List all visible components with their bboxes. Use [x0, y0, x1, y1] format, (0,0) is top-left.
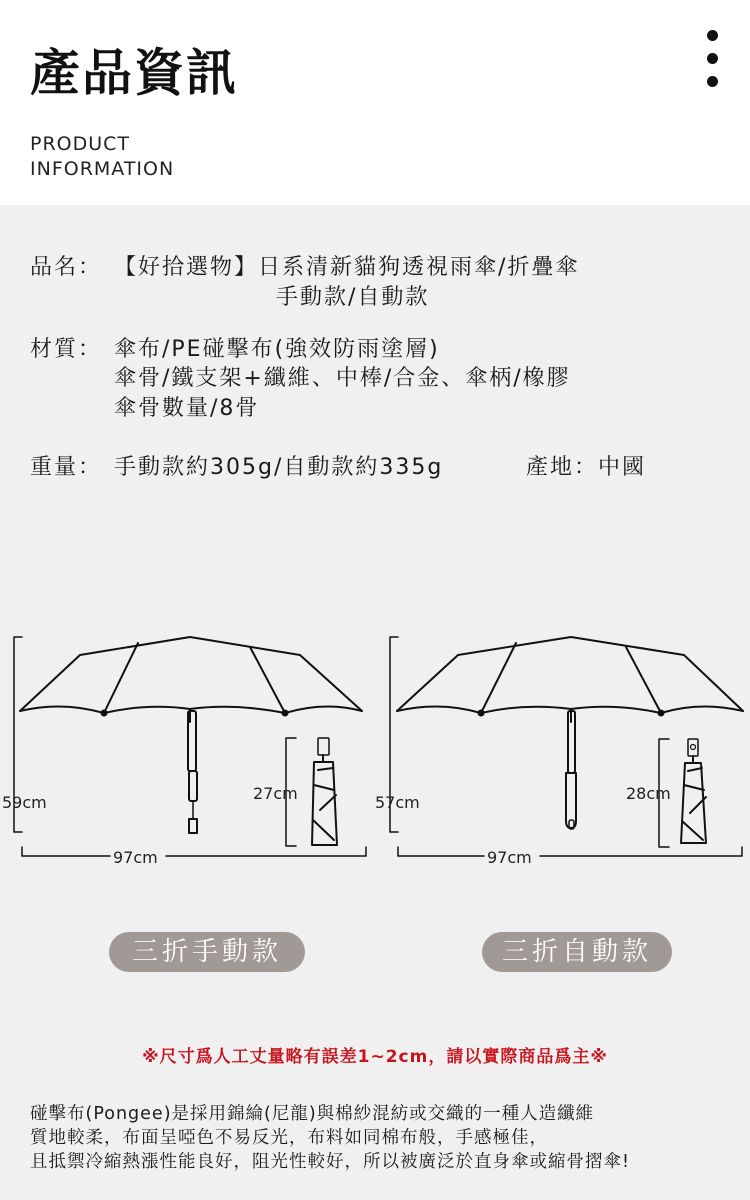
- manual-height-label: 59cm: [2, 793, 47, 812]
- material-row: [30, 335, 440, 365]
- product-name-label: 品名：: [30, 255, 103, 280]
- auto-width-label: 97cm: [487, 848, 532, 865]
- subtitle-line-2: INFORMATION: [30, 158, 175, 180]
- auto-folded-length-label: 28cm: [626, 784, 671, 803]
- subtitle-line-1: PRODUCT: [30, 133, 131, 155]
- weight-value: 手動款約305g/自動款約335g: [114, 455, 444, 480]
- auto-folded-umbrella: [681, 739, 706, 843]
- auto-umbrella-open: [397, 637, 743, 829]
- more-vertical-icon[interactable]: [707, 30, 727, 99]
- origin-row: [526, 453, 646, 483]
- origin-label: 產地：: [526, 455, 599, 480]
- fabric-description: [30, 1102, 630, 1174]
- header: [0, 0, 750, 205]
- measurement-note: ※尺寸爲人工丈量略有誤差1~2cm，請以實際商品爲主※: [142, 1047, 608, 1067]
- umbrella-dimension-diagram: [0, 625, 750, 865]
- material-label: 材質：: [30, 337, 103, 362]
- origin-value: 中國: [598, 455, 647, 480]
- manual-folded-umbrella: [312, 738, 337, 845]
- weight-row: [30, 453, 443, 483]
- product-name-row: [30, 253, 579, 283]
- material-line-1: 傘布/PE碰擊布(強效防雨塗層): [114, 337, 440, 362]
- page-subtitle: [30, 132, 330, 182]
- manual-width-indicator: [22, 847, 366, 856]
- auto-model-badge: 三折自動款: [482, 932, 672, 972]
- material-line-2: 傘骨/鐵支架+纖維、中棒/合金、傘柄/橡膠: [114, 366, 571, 391]
- auto-width-indicator: [398, 847, 742, 856]
- manual-model-badge: 三折手動款: [109, 932, 305, 972]
- product-name-variants: 手動款/自動款: [276, 285, 430, 310]
- weight-label: 重量：: [30, 455, 103, 480]
- page-title: 產品資訊: [30, 44, 238, 102]
- manual-width-label: 97cm: [113, 848, 158, 865]
- product-name-value: 【好拾選物】日系清新貓狗透視雨傘/折疊傘: [114, 255, 580, 280]
- description-line-2: 質地較柔，布面呈啞色不易反光，布料如同棉布般，手感極佳，: [30, 1128, 548, 1148]
- manual-folded-length-label: 27cm: [253, 784, 298, 803]
- description-line-1: 碰擊布(Pongee)是採用錦綸(尼龍)與棉紗混紡或交織的一種人造纖維: [30, 1104, 595, 1124]
- description-line-3: 且抵禦冷縮熱漲性能良好，阻光性較好，所以被廣泛於直身傘或縮骨摺傘!: [30, 1152, 631, 1172]
- material-line-3: 傘骨數量/8骨: [114, 396, 260, 421]
- auto-height-label: 57cm: [375, 793, 420, 812]
- manual-umbrella-open: [20, 637, 362, 833]
